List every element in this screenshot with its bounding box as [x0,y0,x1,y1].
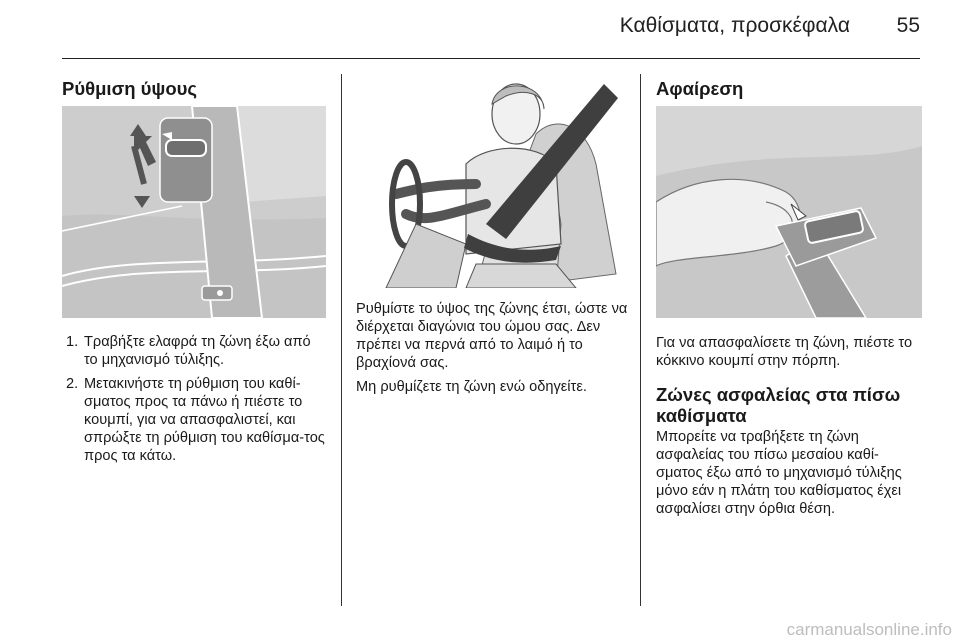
paragraph: Για να απασφαλίσετε τη ζώνη, πιέστε το κόκκινο κουμπί στην πόρπη. [656,335,913,369]
heading-removal: Αφαίρεση [656,78,744,99]
section-title: Καθίσματα, προσκέφαλα [619,14,850,37]
paragraph: Μπορείτε να τραβήξετε τη ζώνη ασφαλείας του πίσω μεσαίου καθί-σματος έξω από το μηχανισμό τύλιξης μόνο εάν η πλάτη του καθίσματος έχει ασφαλίσει στην όρθια θέση. [656,429,902,517]
height-adjustment-steps [62,333,326,471]
column-divider-left [341,74,342,606]
column-removal [656,70,922,100]
figure-driver-belt-position [356,74,628,288]
paragraph: Ρυθμίστε το ύψος της ζώνης έτσι, ώστε να διέρχεται διαγώνια του ώμου σας. Δεν πρέπει να περνά από το λαιμό ή το βραχίονά σας. [356,301,628,371]
list-item: 2. Μετακινήστε τη ρύθμιση του καθί-σματος προς τα πάνω ή πιέστε το κουμπί, για να απασφαλιστεί, και σπρώξτε τη ρύθμιση του καθίσμα-τος προς τα κάτω. [66,376,325,464]
figure-buckle-release [656,106,922,318]
paragraph: Μη ρυθμίζετε τη ζώνη ενώ οδηγείτε. [356,379,587,395]
heading-height-adjustment: Ρύθμιση ύψους [62,78,198,99]
list-item: 1. Τραβήξτε ελαφρά τη ζώνη έξω από το μηχανισμό τύλιξης. [66,334,311,368]
heading-rear-seat-belts: Ζώνες ασφαλείας στα πίσω καθίσματα [656,384,901,426]
column-divider-right [640,74,641,606]
figure-belt-height-adjuster [62,106,326,318]
column-removal-text [656,334,922,524]
watermark: carmanualsonline.info [786,620,952,639]
page-header [62,0,920,59]
column-belt-position [356,300,628,402]
column-height-adjustment [62,70,326,100]
page-number: 55 [896,14,920,37]
